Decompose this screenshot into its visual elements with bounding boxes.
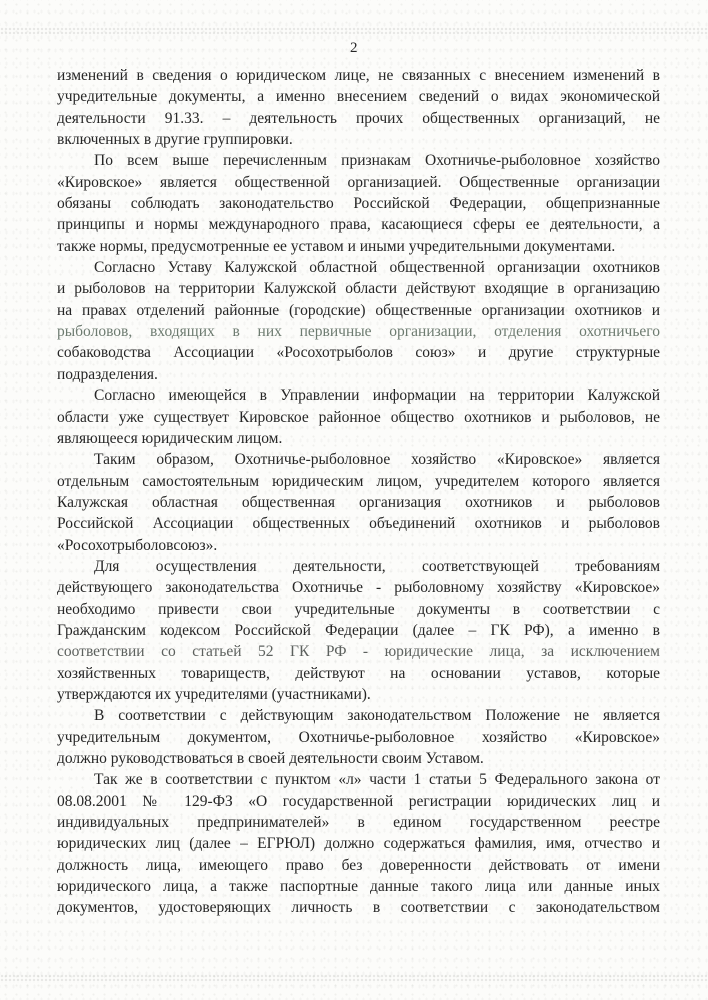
text-line: деятельности 91.33. – деятельность прочих общественных организаций, не — [57, 109, 660, 127]
text-line: включенных в другие группировки. — [57, 131, 293, 149]
text-line: и рыболовов на территории Калужской области действуют входящие в организацию — [57, 280, 660, 298]
document-body — [57, 65, 660, 919]
paragraph — [57, 449, 660, 556]
text-line: индивидуальных предпринимателей» в едином государственном реестре — [57, 814, 660, 832]
text-line: «Кировское» является общественной организацией. Общественные организации — [57, 173, 660, 191]
text-line: отдельным самостоятельным юридическим лицом, учредителем которого является — [57, 472, 660, 490]
paragraph — [57, 556, 660, 705]
text-line: Согласно Уставу Калужской областной общественной организации охотников — [94, 259, 660, 277]
text-line: области уже существует Кировское районное общество охотников и рыболовов, не — [57, 408, 660, 426]
text-line: 08.08.2001 № 129-ФЗ «О государственной регистрации юридических лиц и — [57, 792, 660, 810]
text-line: необходимо привести свои учредительные документы в соответствии с — [57, 600, 660, 618]
text-line: Гражданским кодексом Российской Федерации (далее – ГК РФ), а именно в — [57, 621, 660, 639]
scan-noise-top — [0, 27, 708, 36]
text-line: собаководства Ассоциации «Росохотрыболов союз» и другие структурные — [57, 344, 660, 362]
text-line: также нормы, предусмотренные ее уставом и иными учредительными документами. — [57, 237, 616, 255]
text-line: утверждаются их учредителями (участниками). — [57, 685, 371, 703]
text-line: соответствии со статьей 52 ГК РФ - юридические лица, за исключением — [57, 643, 660, 661]
page-number: 2 — [350, 40, 358, 56]
paragraph — [57, 705, 660, 769]
paragraph — [57, 257, 660, 385]
text-line: По всем выше перечисленным признакам Охотничье-рыболовное хозяйство — [94, 152, 660, 170]
text-line: В соответствии с действующим законодательством Положение не является — [94, 707, 660, 725]
text-line: Для осуществления деятельности, соответствующей требованиям — [94, 557, 660, 575]
text-line: действующего законодательства Охотничье - рыболовному хозяйству «Кировское» — [57, 579, 660, 597]
text-line: принципы и нормы международного права, касающиеся сферы ее деятельности, а — [57, 216, 660, 234]
text-line: Согласно имеющейся в Управлении информации на территории Калужской — [94, 387, 660, 405]
text-line: подразделения. — [57, 365, 158, 383]
text-line: Российской Ассоциации общественных объединений охотников и рыболовов — [57, 515, 660, 533]
text-line: учредительным документом, Охотничье-рыболовное хозяйство «Кировское» — [57, 728, 660, 746]
text-line: юридического лица, а также паспортные данные такого лица или данные иных — [57, 878, 660, 896]
text-line: Так же в соответствии с пунктом «л» части 1 статьи 5 Федерального закона от — [94, 771, 660, 789]
paragraph — [57, 769, 660, 918]
text-line: документов, удостоверяющих личность в соответствии с законодательством — [57, 899, 660, 917]
text-line: Калужская областная общественная организация охотников и рыболовов — [57, 493, 660, 511]
text-line: Таким образом, Охотничье-рыболовное хозяйство «Кировское» является — [94, 451, 660, 469]
text-line: на правах отделений районные (городские) общественные организации охотников и — [57, 301, 660, 319]
paragraph — [57, 150, 660, 257]
text-line: изменений в сведения о юридическом лице, не связанных с внесением изменений в — [57, 67, 660, 84]
text-line: учредительные документы, а именно внесением сведений о видах экономической — [57, 88, 660, 106]
paragraph — [57, 385, 660, 449]
text-line: хозяйственных товариществ, действуют на основании уставов, которые — [57, 664, 660, 682]
text-line: являющееся юридическим лицом. — [57, 429, 283, 447]
text-line: рыболовов, входящих в них первичные организации, отделения охотничьего — [57, 323, 660, 341]
paragraph — [57, 65, 660, 150]
text-line: «Росохотрыболовсоюз». — [57, 536, 218, 554]
text-line: юридических лиц (далее – ЕГРЮЛ) должно содержаться фамилия, имя, отчество и — [57, 835, 660, 853]
text-line: обязаны соблюдать законодательство Российской Федерации, общепризнанные — [57, 195, 660, 213]
text-line: должность лица, имеющего право без доверенности действовать от имени — [57, 856, 660, 874]
scan-noise-bottom — [0, 974, 708, 983]
text-line: должно руководствоваться в своей деятельности своим Уставом. — [57, 750, 484, 767]
